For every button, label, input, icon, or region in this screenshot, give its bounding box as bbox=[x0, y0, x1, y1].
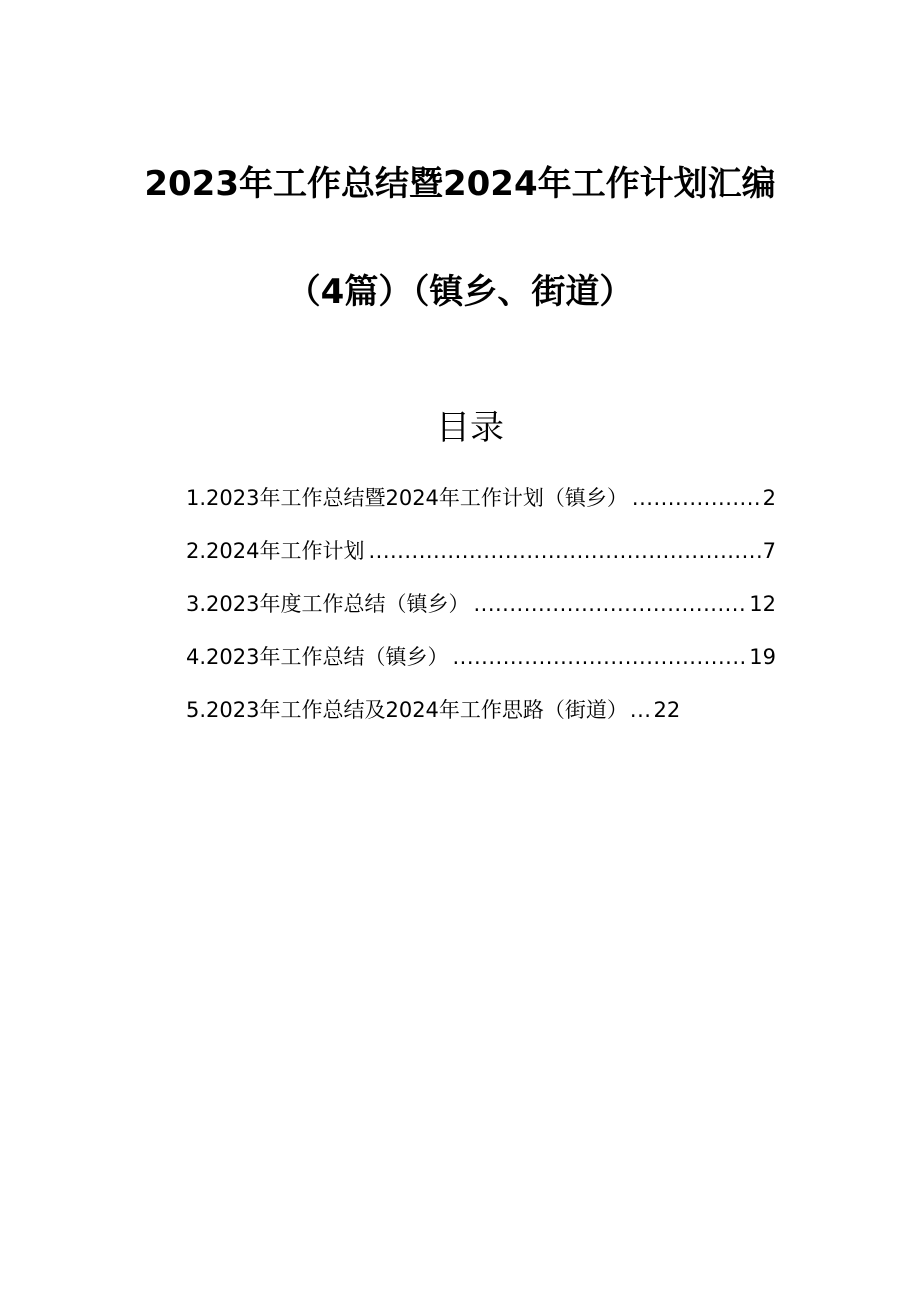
toc-page-number: 2 bbox=[762, 486, 776, 510]
toc-heading: 目录 bbox=[436, 408, 504, 448]
toc-dot-leader bbox=[632, 476, 761, 520]
toc-page-number: 22 bbox=[653, 698, 681, 722]
toc-dot-leader bbox=[473, 582, 747, 626]
toc-entry-label: 4.2023年工作总结（镇乡） bbox=[186, 645, 449, 669]
document-title-line-1: 2023年工作总结暨2024年工作计划汇编 bbox=[144, 164, 776, 204]
toc-page-number: 7 bbox=[762, 539, 776, 563]
toc-entry-1[interactable] bbox=[186, 476, 776, 529]
table-of-contents bbox=[186, 476, 776, 741]
toc-entry-3[interactable] bbox=[186, 582, 776, 635]
toc-dot-leader bbox=[452, 635, 747, 679]
toc-page-number: 12 bbox=[749, 592, 776, 616]
toc-entry-4[interactable] bbox=[186, 635, 776, 688]
toc-entry-label: 5.2023年工作总结及2024年工作思路（街道） bbox=[186, 698, 628, 722]
toc-entry-label: 3.2023年度工作总结（镇乡） bbox=[186, 592, 470, 616]
toc-entry-5[interactable] bbox=[186, 688, 776, 741]
toc-dot-leader bbox=[368, 529, 760, 573]
toc-entry-label: 2.2024年工作计划 bbox=[186, 539, 365, 563]
toc-dot-leader bbox=[630, 688, 652, 732]
document-title-line-2: （4篇）（镇乡、街道） bbox=[286, 272, 634, 312]
toc-page-number: 19 bbox=[749, 645, 776, 669]
toc-entry-2[interactable] bbox=[186, 529, 776, 582]
toc-entry-label: 1.2023年工作总结暨2024年工作计划（镇乡） bbox=[186, 486, 628, 510]
